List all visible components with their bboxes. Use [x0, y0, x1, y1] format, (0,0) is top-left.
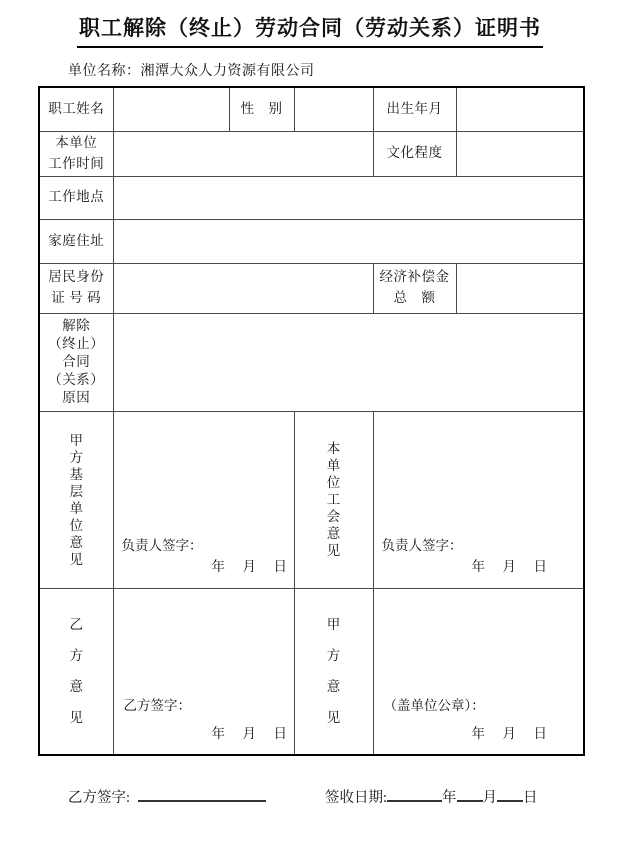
row-employee — [39, 87, 584, 131]
party-a-opinion-label: 甲方意见 — [294, 588, 373, 755]
certificate-table — [38, 86, 585, 756]
work-place-field — [113, 176, 584, 219]
party-a-unit-date-line: 年 月 日 — [211, 558, 289, 574]
title-area — [0, 12, 620, 48]
row-work-place — [39, 176, 584, 219]
union-date-line: 年 月 日 — [471, 558, 549, 574]
union-opinion-field — [373, 411, 584, 588]
gender-field — [294, 87, 373, 131]
footer-sign-area — [68, 786, 266, 807]
footer-month-label: 月 — [482, 790, 498, 806]
birth-date-field — [456, 87, 584, 131]
row-opinions-2 — [39, 588, 584, 755]
footer-year-blank-line — [387, 787, 442, 802]
id-number-label: 居民身份 证 号 码 — [39, 263, 113, 313]
party-b-opinion-label: 乙方意见 — [39, 588, 113, 755]
row-termination-reason — [39, 313, 584, 411]
party-a-unit-opinion-label: 甲方基层单位意见 — [39, 411, 113, 588]
employee-name-field — [113, 87, 229, 131]
home-address-field — [113, 219, 584, 263]
home-address-label: 家庭住址 — [39, 219, 113, 263]
footer-year-label: 年 — [442, 790, 457, 806]
party-b-sign-label: 乙方签字： — [123, 698, 191, 713]
party-a-opinion-field — [373, 588, 584, 755]
work-time-field — [113, 131, 373, 176]
education-label: 文化程度 — [373, 131, 456, 176]
employee-name-label: 职工姓名 — [39, 87, 113, 131]
gender-label: 性 别 — [229, 87, 294, 131]
party-b-opinion-field — [113, 588, 294, 755]
row-home-address — [39, 219, 584, 263]
row-opinions-1 — [39, 411, 584, 588]
footer-sign-label: 乙方签字: — [68, 790, 131, 806]
termination-reason-label: 解除 （终止） 合同 （关系） 原因 — [39, 313, 113, 411]
termination-reason-field — [113, 313, 584, 411]
party-a-unit-sign-label: 负责人签字： — [121, 537, 203, 553]
party-a-unit-opinion-field — [113, 411, 294, 588]
footer-month-blank-line — [457, 787, 483, 802]
birth-date-label: 出生年月 — [373, 87, 456, 131]
work-place-label: 工作地点 — [39, 176, 113, 219]
union-opinion-label: 本单位工会意见 — [294, 411, 373, 588]
footer-day-blank-line — [497, 787, 523, 802]
row-work-time — [39, 131, 584, 176]
company-line — [68, 60, 315, 80]
footer-receipt-area — [325, 786, 538, 807]
row-id-number — [39, 263, 584, 313]
education-field — [456, 131, 584, 176]
company-name-value: 湘潭大众人力资源有限公司 — [140, 64, 315, 79]
compensation-label: 经济补偿金 总 额 — [373, 263, 456, 313]
work-time-label: 本单位 工作时间 — [39, 131, 113, 176]
compensation-field — [456, 263, 584, 313]
company-name-label: 单位名称： — [68, 64, 141, 79]
party-a-seal-label: （盖单位公章）： — [383, 698, 485, 713]
union-sign-label: 负责人签字： — [381, 537, 463, 553]
footer-receipt-label: 签收日期: — [325, 790, 388, 806]
page-title: 职工解除（终止）劳动合同（劳动关系）证明书 — [77, 12, 543, 48]
footer-sign-blank-line — [138, 787, 266, 802]
id-number-field — [113, 263, 373, 313]
footer-day-label: 日 — [523, 790, 538, 806]
party-a-date-line: 年 月 日 — [471, 726, 549, 741]
party-b-date-line: 年 月 日 — [211, 726, 289, 741]
